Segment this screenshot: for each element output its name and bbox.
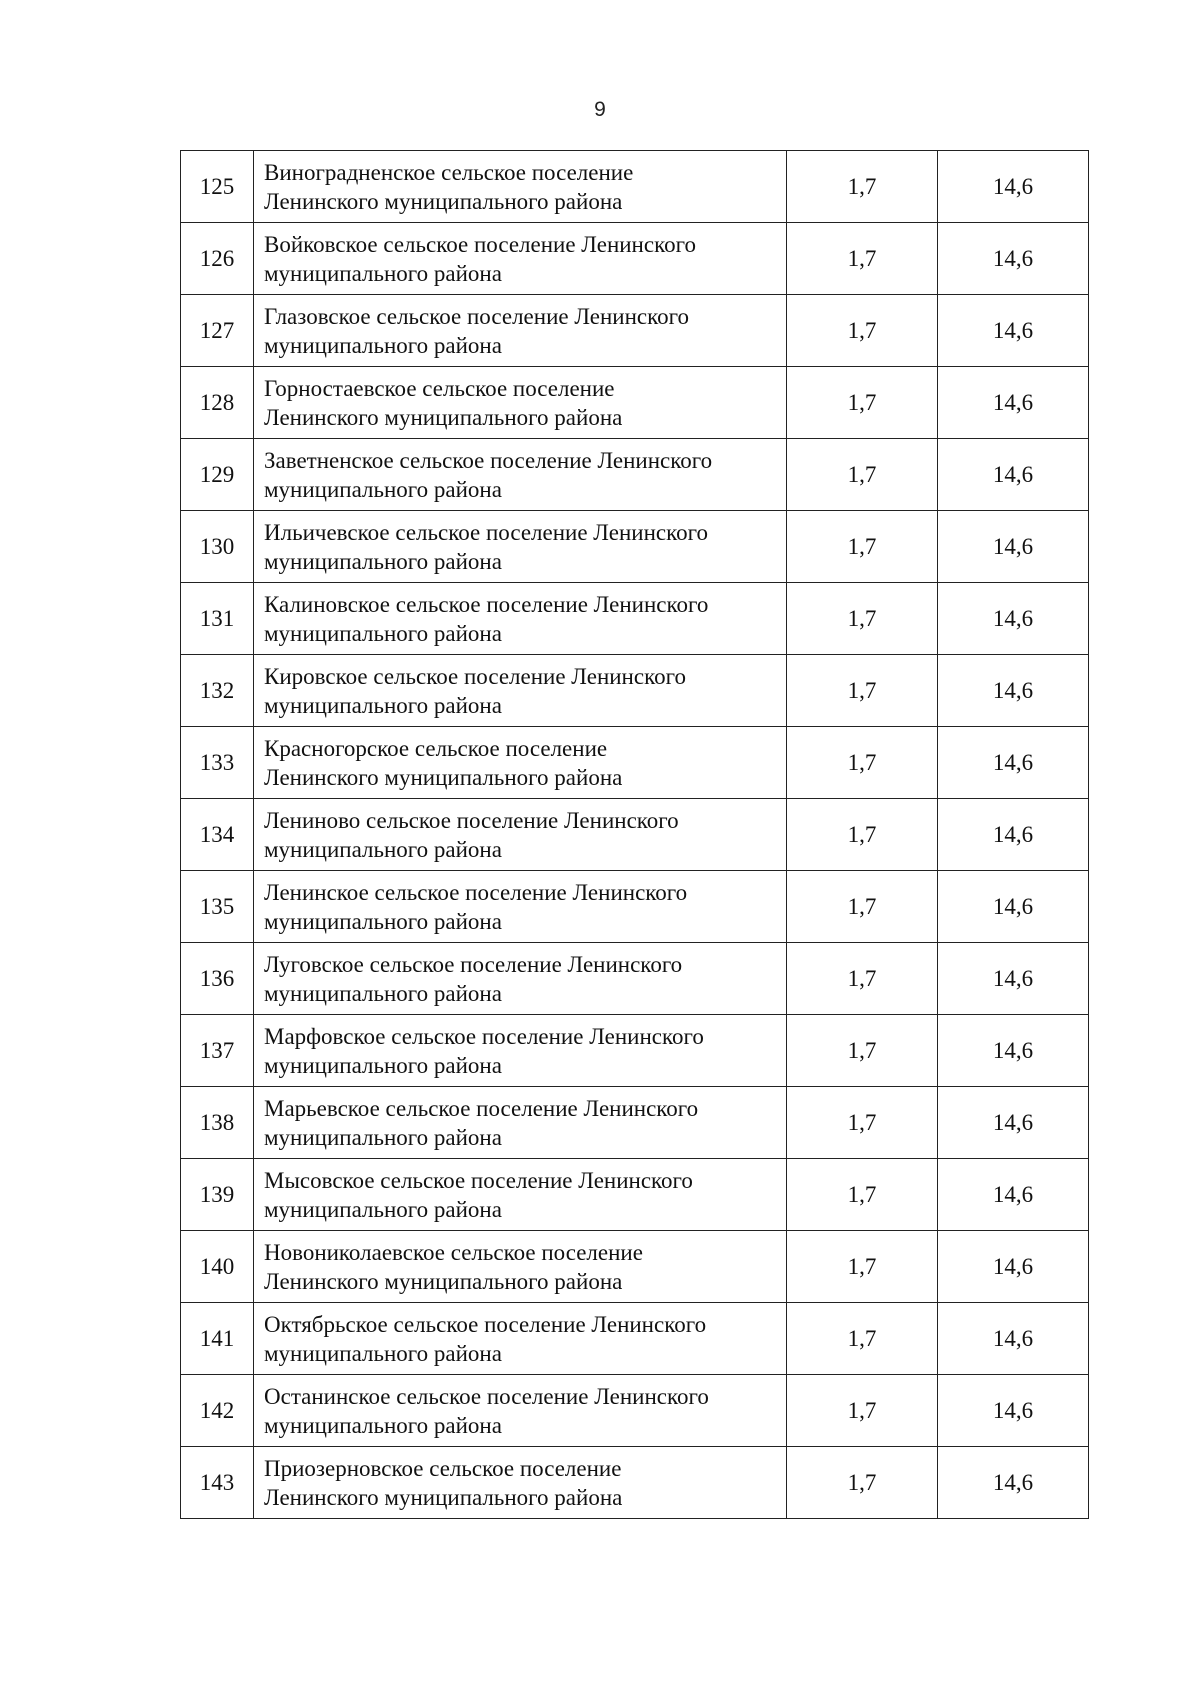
table-row [181,1159,1089,1231]
settlement-name [254,1159,787,1231]
value-cell-1: 1,7 [787,1375,938,1447]
settlement-name-line1: Войковское сельское поселение Ленинского [264,231,696,257]
settlement-name-line1: Ленинское сельское поселение Ленинского [264,879,688,905]
settlement-name-line2: Ленинского муниципального района [264,764,623,790]
value-cell-2: 14,6 [938,1015,1089,1087]
table-row [181,1375,1089,1447]
row-number: 143 [181,1447,254,1519]
row-number: 125 [181,151,254,223]
value-cell-2: 14,6 [938,1447,1089,1519]
page-number: 9 [594,98,606,121]
table-row [181,799,1089,871]
settlement-name [254,583,787,655]
settlement-name-line2: муниципального района [264,332,502,358]
table-row [181,1447,1089,1519]
value-cell-2: 14,6 [938,367,1089,439]
settlement-name [254,295,787,367]
settlement-name-line1: Калиновское сельское поселение Ленинского [264,591,709,617]
settlement-name-line1: Заветненское сельское поселение Ленинского [264,447,713,473]
table-row [181,1303,1089,1375]
value-cell-1: 1,7 [787,439,938,511]
settlement-name-line1: Марфовское сельское поселение Ленинского [264,1023,704,1049]
settlement-name [254,367,787,439]
settlement-name-line2: Ленинского муниципального района [264,1484,623,1510]
settlement-name-line2: муниципального района [264,836,502,862]
settlement-name-line2: Ленинского муниципального района [264,1268,623,1294]
value-cell-1: 1,7 [787,1087,938,1159]
value-cell-2: 14,6 [938,439,1089,511]
settlement-name [254,151,787,223]
value-cell-1: 1,7 [787,223,938,295]
row-number: 138 [181,1087,254,1159]
value-cell-1: 1,7 [787,871,938,943]
value-cell-2: 14,6 [938,583,1089,655]
settlement-name [254,655,787,727]
row-number: 131 [181,583,254,655]
settlement-name-line1: Виноградненское сельское поселение [264,159,634,185]
settlement-name [254,871,787,943]
settlement-name-line1: Красногорское сельское поселение [264,735,608,761]
settlement-name [254,223,787,295]
settlement-name-line1: Ильичевское сельское поселение Ленинского [264,519,708,545]
value-cell-1: 1,7 [787,799,938,871]
row-number: 142 [181,1375,254,1447]
settlement-name-line1: Новониколаевское сельское поселение [264,1239,643,1265]
settlement-name [254,799,787,871]
row-number: 139 [181,1159,254,1231]
value-cell-1: 1,7 [787,1447,938,1519]
settlements-table [180,150,1089,1519]
settlement-name [254,1303,787,1375]
row-number: 137 [181,1015,254,1087]
settlement-name-line2: муниципального района [264,1124,502,1150]
row-number: 136 [181,943,254,1015]
value-cell-2: 14,6 [938,1231,1089,1303]
settlement-name-line2: муниципального района [264,260,502,286]
settlement-name [254,1447,787,1519]
value-cell-1: 1,7 [787,367,938,439]
settlement-name [254,1087,787,1159]
row-number: 135 [181,871,254,943]
value-cell-2: 14,6 [938,223,1089,295]
value-cell-2: 14,6 [938,799,1089,871]
settlement-name [254,439,787,511]
row-number: 141 [181,1303,254,1375]
row-number: 140 [181,1231,254,1303]
table-row [181,295,1089,367]
settlement-name [254,1231,787,1303]
value-cell-1: 1,7 [787,727,938,799]
settlement-name-line1: Горностаевское сельское поселение [264,375,615,401]
value-cell-2: 14,6 [938,511,1089,583]
value-cell-2: 14,6 [938,1159,1089,1231]
table-row [181,943,1089,1015]
settlement-name-line2: муниципального района [264,476,502,502]
settlement-name-line2: Ленинского муниципального района [264,188,623,214]
row-number: 133 [181,727,254,799]
settlement-name-line2: Ленинского муниципального района [264,404,623,430]
row-number: 134 [181,799,254,871]
table-row [181,511,1089,583]
table-row [181,439,1089,511]
settlement-name [254,1015,787,1087]
value-cell-1: 1,7 [787,583,938,655]
table-row [181,367,1089,439]
settlement-name-line2: муниципального района [264,620,502,646]
table-row [181,871,1089,943]
value-cell-2: 14,6 [938,727,1089,799]
value-cell-2: 14,6 [938,655,1089,727]
settlement-name-line2: муниципального района [264,1340,502,1366]
settlement-name-line1: Октябрьское сельское поселение Ленинского [264,1311,707,1337]
value-cell-2: 14,6 [938,871,1089,943]
settlement-name [254,1375,787,1447]
value-cell-2: 14,6 [938,1087,1089,1159]
settlement-name-line2: муниципального района [264,908,502,934]
settlement-name-line1: Лениново сельское поселение Ленинского [264,807,679,833]
value-cell-2: 14,6 [938,151,1089,223]
value-cell-2: 14,6 [938,943,1089,1015]
table-row [181,727,1089,799]
settlement-name-line1: Марьевское сельское поселение Ленинского [264,1095,699,1121]
value-cell-2: 14,6 [938,1303,1089,1375]
value-cell-1: 1,7 [787,1231,938,1303]
settlement-name-line1: Приозерновское сельское поселение [264,1455,622,1481]
settlement-name-line2: муниципального района [264,1196,502,1222]
table-row [181,583,1089,655]
settlement-name-line1: Луговское сельское поселение Ленинского [264,951,683,977]
table-row [181,1231,1089,1303]
settlement-name-line2: муниципального района [264,548,502,574]
settlement-name-line2: муниципального района [264,980,502,1006]
table-row [181,151,1089,223]
row-number: 130 [181,511,254,583]
value-cell-1: 1,7 [787,151,938,223]
settlement-name-line2: муниципального района [264,1412,502,1438]
value-cell-1: 1,7 [787,511,938,583]
settlement-name-line1: Глазовское сельское поселение Ленинского [264,303,689,329]
row-number: 129 [181,439,254,511]
settlement-name-line1: Кировское сельское поселение Ленинского [264,663,686,689]
settlement-name [254,727,787,799]
table-body [181,151,1089,1519]
value-cell-1: 1,7 [787,1015,938,1087]
settlement-name-line1: Мысовское сельское поселение Ленинского [264,1167,693,1193]
settlement-name-line2: муниципального района [264,1052,502,1078]
value-cell-2: 14,6 [938,295,1089,367]
value-cell-1: 1,7 [787,943,938,1015]
settlement-name-line2: муниципального района [264,692,502,718]
table-row [181,655,1089,727]
value-cell-1: 1,7 [787,1303,938,1375]
value-cell-1: 1,7 [787,295,938,367]
value-cell-1: 1,7 [787,1159,938,1231]
value-cell-1: 1,7 [787,655,938,727]
settlement-name [254,511,787,583]
table-row [181,1015,1089,1087]
table-row [181,223,1089,295]
settlement-name [254,943,787,1015]
row-number: 127 [181,295,254,367]
row-number: 128 [181,367,254,439]
row-number: 126 [181,223,254,295]
table-row [181,1087,1089,1159]
value-cell-2: 14,6 [938,1375,1089,1447]
settlement-name-line1: Останинское сельское поселение Ленинского [264,1383,709,1409]
row-number: 132 [181,655,254,727]
